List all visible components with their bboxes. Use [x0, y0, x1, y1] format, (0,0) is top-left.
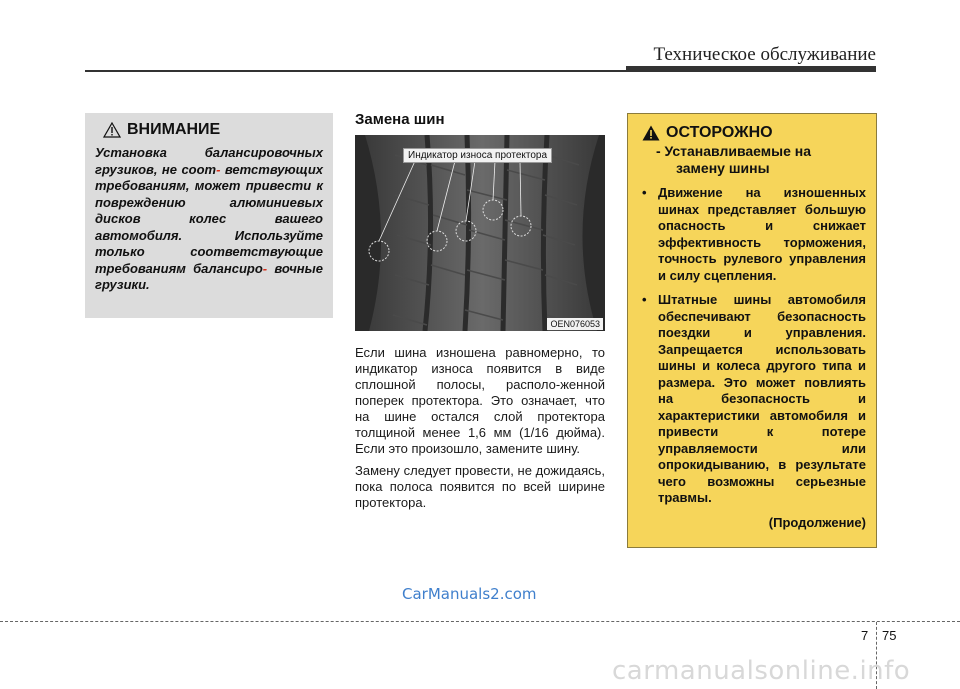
- warning-triangle-icon: [642, 125, 660, 141]
- paragraph: Замену следует провести, не дожидаясь, пока полоса появится по всей ширине протектора.: [355, 463, 605, 510]
- footer-rule: [0, 621, 960, 622]
- page-chapter: 7: [861, 628, 869, 643]
- caution-heading: [103, 121, 323, 139]
- warning-title: ОСТОРОЖНО: [666, 124, 773, 141]
- list-item: • Штатные шины автомобиля обеспечивают безопасность поездки и управления. Запрещается использовать шины и колеса другого типа и размера. Это может повлиять на безопасность и характеристики автомобиля и привести к потере управляемости или опрокидыванию, в результате чего возможны серьезные травмы.: [642, 292, 866, 505]
- continued-label: (Продолжение): [768, 514, 866, 530]
- warning-triangle-icon: [103, 122, 121, 138]
- page-header-title: Техническое обслуживание: [653, 44, 876, 65]
- page-number: 75: [882, 628, 897, 643]
- site-watermark: carmanualsonline.info: [612, 656, 911, 686]
- figure-code: OEN076053: [547, 318, 603, 330]
- tire-tread-figure: [355, 135, 605, 331]
- watermark-link[interactable]: CarManuals2.com: [402, 585, 537, 603]
- caution-title: ВНИМАНИЕ: [127, 121, 221, 138]
- caution-text: Установка балансировочных грузиков, не соот- ветствующих требованиям, может привести к повреждению алюминиевых дисков колес вашего автомобиля. Используйте только соответствующие требованиям балансиро- вочные грузики.: [95, 145, 323, 292]
- header-rule-accent: [626, 66, 876, 72]
- list-item: • Движение на изношенных шинах представляет большую опасность и снижает эффективность торможения, точность рулевого управления и силу сцепления.: [642, 185, 866, 283]
- paragraph: Если шина изношена равномерно, то индикатор износа появится в виде сплошной полосы, располо-женной поперек протектора. Это означает, что на шине остался слой протектора толщиной менее 1,6 мм (1/16 дюйма). Если это произошло, замените шину.: [355, 345, 605, 456]
- warning-subheading: - Устанавливаемые на замену шины: [656, 143, 812, 176]
- section-body: [355, 345, 605, 517]
- figure-callout-label: Индикатор износа протектора: [403, 148, 552, 163]
- section-title: Замена шин: [355, 111, 445, 128]
- caution-box: [85, 113, 333, 318]
- warning-box: [627, 113, 877, 548]
- tire-tread-illustration: [355, 135, 605, 331]
- warning-list: [638, 185, 866, 507]
- warning-heading: [638, 124, 866, 142]
